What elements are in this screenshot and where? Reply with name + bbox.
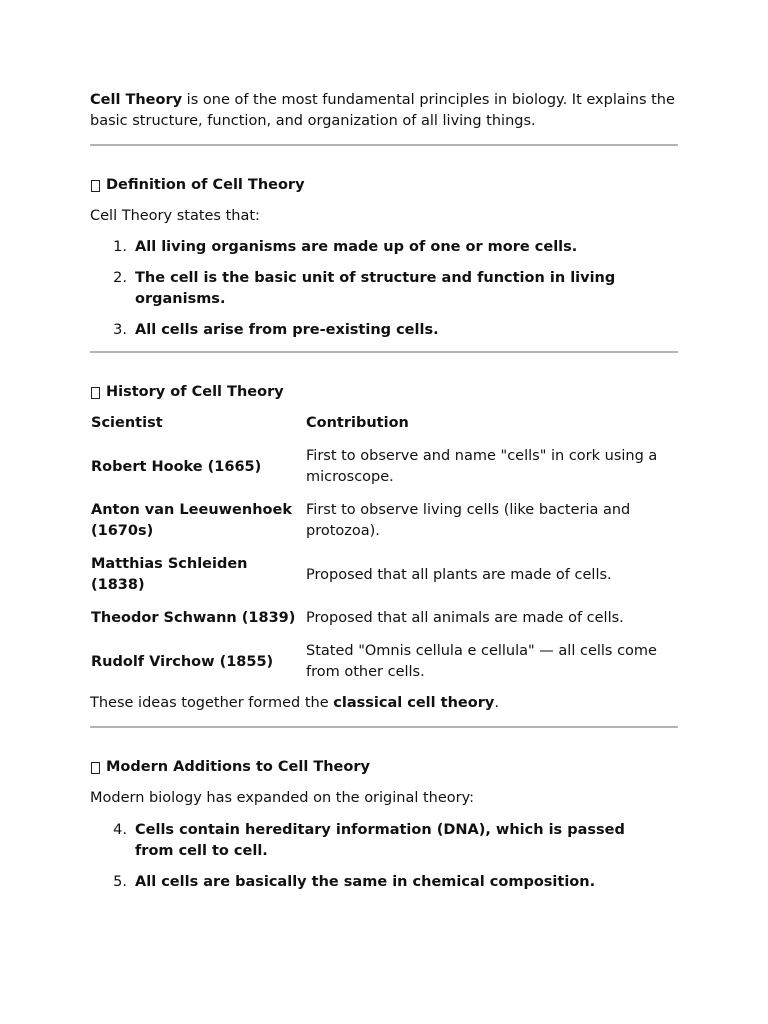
list-number: 4. [113, 822, 127, 838]
scientist-cell: Matthias Schleiden (1838) [91, 556, 248, 593]
contribution-cell: First to observe living cells (like bacteria and protozoa). [306, 502, 631, 539]
list-number: 5. [113, 874, 127, 890]
list-item [90, 237, 678, 258]
table-header-row [90, 413, 678, 440]
contribution-cell: Stated "Omnis cellula e cellula" — all cells come from other cells. [306, 643, 657, 680]
section-heading-history [90, 382, 678, 403]
glyph-box-icon [91, 387, 100, 399]
scientist-cell: Theodor Schwann (1839) [91, 610, 296, 626]
column-header-contribution: Contribution [306, 415, 409, 431]
list-number: 1. [113, 239, 127, 255]
intro-text: is one of the most fundamental principles in biology. It explains the basic structure, function, and organization of all living things. [90, 92, 675, 129]
table-row [90, 635, 678, 689]
scientist-cell: Rudolf Virchow (1855) [91, 653, 274, 670]
definition-list [90, 237, 678, 341]
scientist-cell: Robert Hooke (1665) [91, 458, 262, 475]
section-title-text: Modern Additions to Cell Theory [106, 759, 370, 775]
list-number: 2. [113, 270, 127, 286]
modern-list [90, 820, 678, 893]
section-title-text: History of Cell Theory [106, 384, 284, 400]
list-item [90, 268, 678, 310]
history-table [90, 413, 678, 689]
contribution-cell: Proposed that all plants are made of cells. [306, 566, 612, 583]
section-heading-modern [90, 757, 678, 778]
table-row [90, 440, 678, 494]
divider [90, 144, 678, 146]
table-row [90, 602, 678, 635]
list-item [90, 872, 678, 893]
intro-term: Cell Theory [90, 92, 183, 108]
list-text: Cells contain hereditary information (DNA), which is passed from cell to cell. [135, 822, 625, 859]
modern-lead: Modern biology has expanded on the original theory: [90, 790, 475, 806]
section-title-text: Definition of Cell Theory [106, 177, 305, 193]
definition-lead: Cell Theory states that: [90, 208, 260, 224]
table-row [90, 494, 678, 548]
contribution-cell: First to observe and name "cells" in cork using a microscope. [306, 448, 658, 485]
scientist-cell: Anton van Leeuwenhoek (1670s) [91, 502, 292, 539]
history-closing [90, 693, 678, 714]
intro-paragraph [90, 90, 678, 132]
glyph-box-icon [91, 762, 100, 774]
table-row [90, 548, 678, 602]
list-item [90, 320, 678, 341]
glyph-box-icon [91, 180, 100, 192]
list-number: 3. [113, 322, 127, 338]
list-text: The cell is the basic unit of structure and function in living organisms. [135, 270, 616, 307]
list-text: All living organisms are made up of one or more cells. [135, 239, 578, 255]
contribution-cell: Proposed that all animals are made of cells. [306, 610, 624, 626]
section-heading-definition [90, 175, 678, 196]
list-text: All cells are basically the same in chemical composition. [135, 874, 596, 890]
divider [90, 351, 678, 353]
closing-text: These ideas together formed the [90, 695, 334, 711]
column-header-scientist: Scientist [91, 415, 163, 431]
list-text: All cells arise from pre-existing cells. [135, 322, 439, 338]
divider [90, 726, 678, 728]
document-page [90, 90, 678, 903]
list-item [90, 820, 678, 862]
closing-period: . [494, 695, 499, 711]
closing-term: classical cell theory [333, 695, 495, 711]
